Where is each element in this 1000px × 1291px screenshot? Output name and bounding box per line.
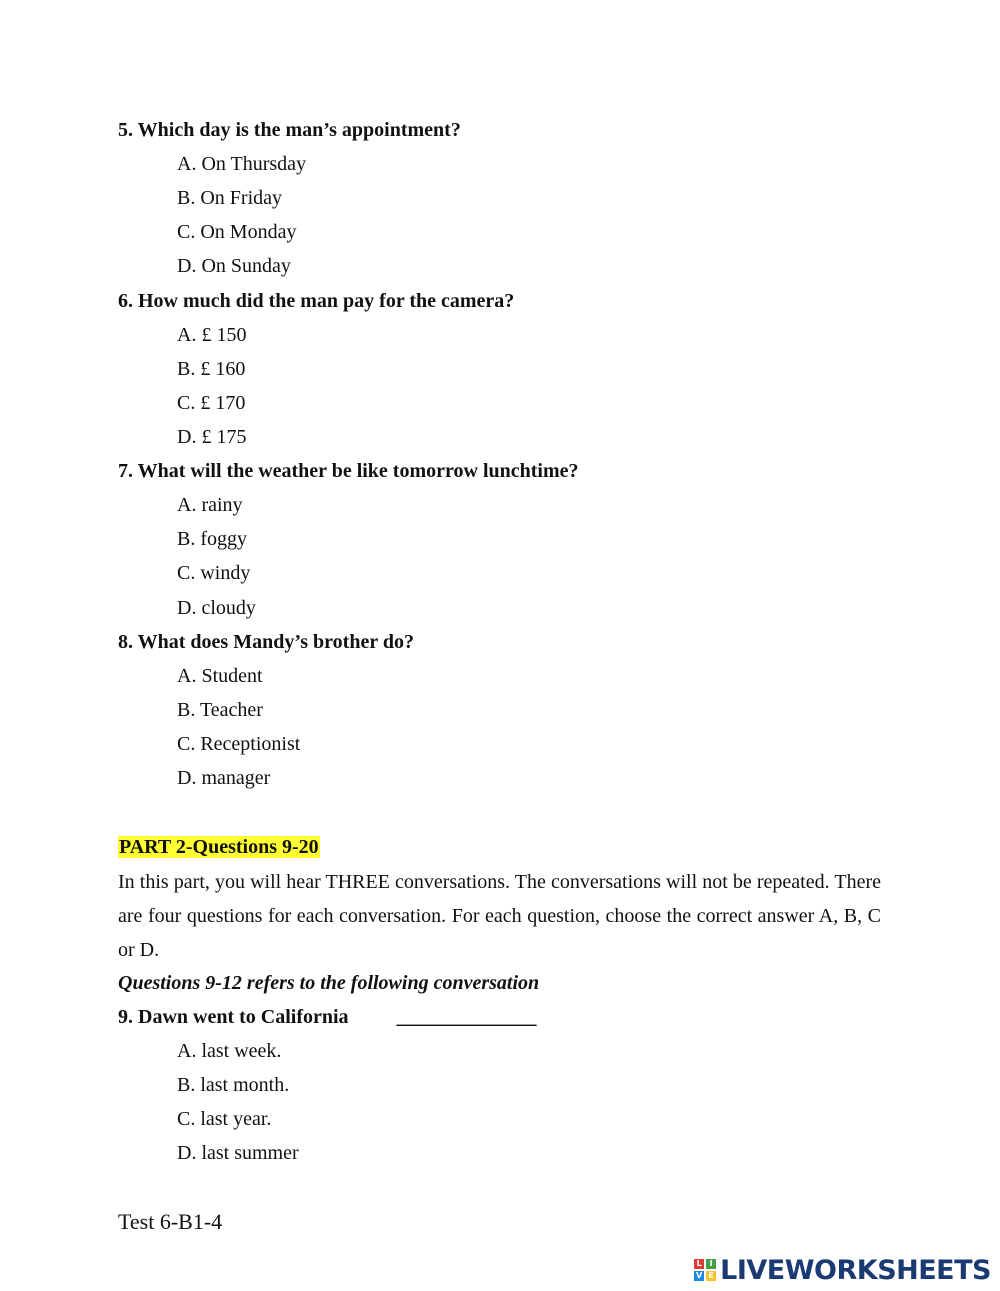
question-5-option-c: C. On Monday — [177, 221, 297, 243]
question-9-option-b: B. last month. — [177, 1074, 290, 1096]
logo-blocks-icon — [694, 1259, 716, 1281]
part-2-heading-row — [118, 835, 320, 859]
question-7-option-b: B. foggy — [177, 528, 247, 550]
question-7-option-c: C. windy — [177, 562, 251, 584]
question-5-option-a: A. On Thursday — [177, 153, 307, 175]
question-5-option-d: D. On Sunday — [177, 255, 291, 277]
part-2-subheading: Questions 9-12 refers to the following conversation — [118, 972, 540, 994]
question-8-option-c: C. Receptionist — [177, 733, 301, 755]
logo-text: LIVEWORKSHEETS — [720, 1254, 991, 1286]
question-9-option-d: D. last summer — [177, 1142, 299, 1164]
logo-block-l: L — [694, 1259, 704, 1269]
question-5: 5. Which day is the man’s appointment? — [118, 119, 461, 141]
question-9-option-a: A. last week. — [177, 1040, 282, 1062]
logo-block-v: V — [696, 1271, 703, 1280]
logo-block-e: E — [706, 1271, 716, 1281]
question-8-option-a: A. Student — [177, 665, 263, 687]
question-7-option-d: D. cloudy — [177, 597, 256, 619]
question-8: 8. What does Mandy’s brother do? — [118, 631, 414, 653]
question-7-option-a: A. rainy — [177, 494, 243, 516]
part-2-intro: In this part, you will hear THREE conversations. The conversations will not be repeated. There are four questions for each conversation. For each question, choose the correct answer A, B, C or D. — [118, 871, 881, 961]
question-6-option-b: B. £ 160 — [177, 358, 246, 380]
part-2-heading: PART 2-Questions 9-20 — [119, 836, 319, 858]
question-9-blank: ______________ — [396, 1006, 537, 1028]
liveworksheets-logo — [694, 1255, 991, 1285]
footer-test-label: Test 6-B1-4 — [118, 1209, 223, 1234]
question-6-option-d: D. £ 175 — [177, 426, 247, 448]
question-9-option-c: C. last year. — [177, 1108, 272, 1130]
question-5-option-b: B. On Friday — [177, 187, 282, 209]
question-9 — [118, 1005, 537, 1029]
question-8-option-d: D. manager — [177, 767, 271, 789]
logo-block-i: I — [706, 1259, 716, 1269]
question-6: 6. How much did the man pay for the camera? — [118, 290, 515, 312]
question-6-option-a: A. £ 150 — [177, 324, 247, 346]
question-9-text: 9. Dawn went to California — [118, 1006, 349, 1028]
question-7: 7. What will the weather be like tomorrow lunchtime? — [118, 460, 579, 482]
question-8-option-b: B. Teacher — [177, 699, 263, 721]
question-6-option-c: C. £ 170 — [177, 392, 246, 414]
